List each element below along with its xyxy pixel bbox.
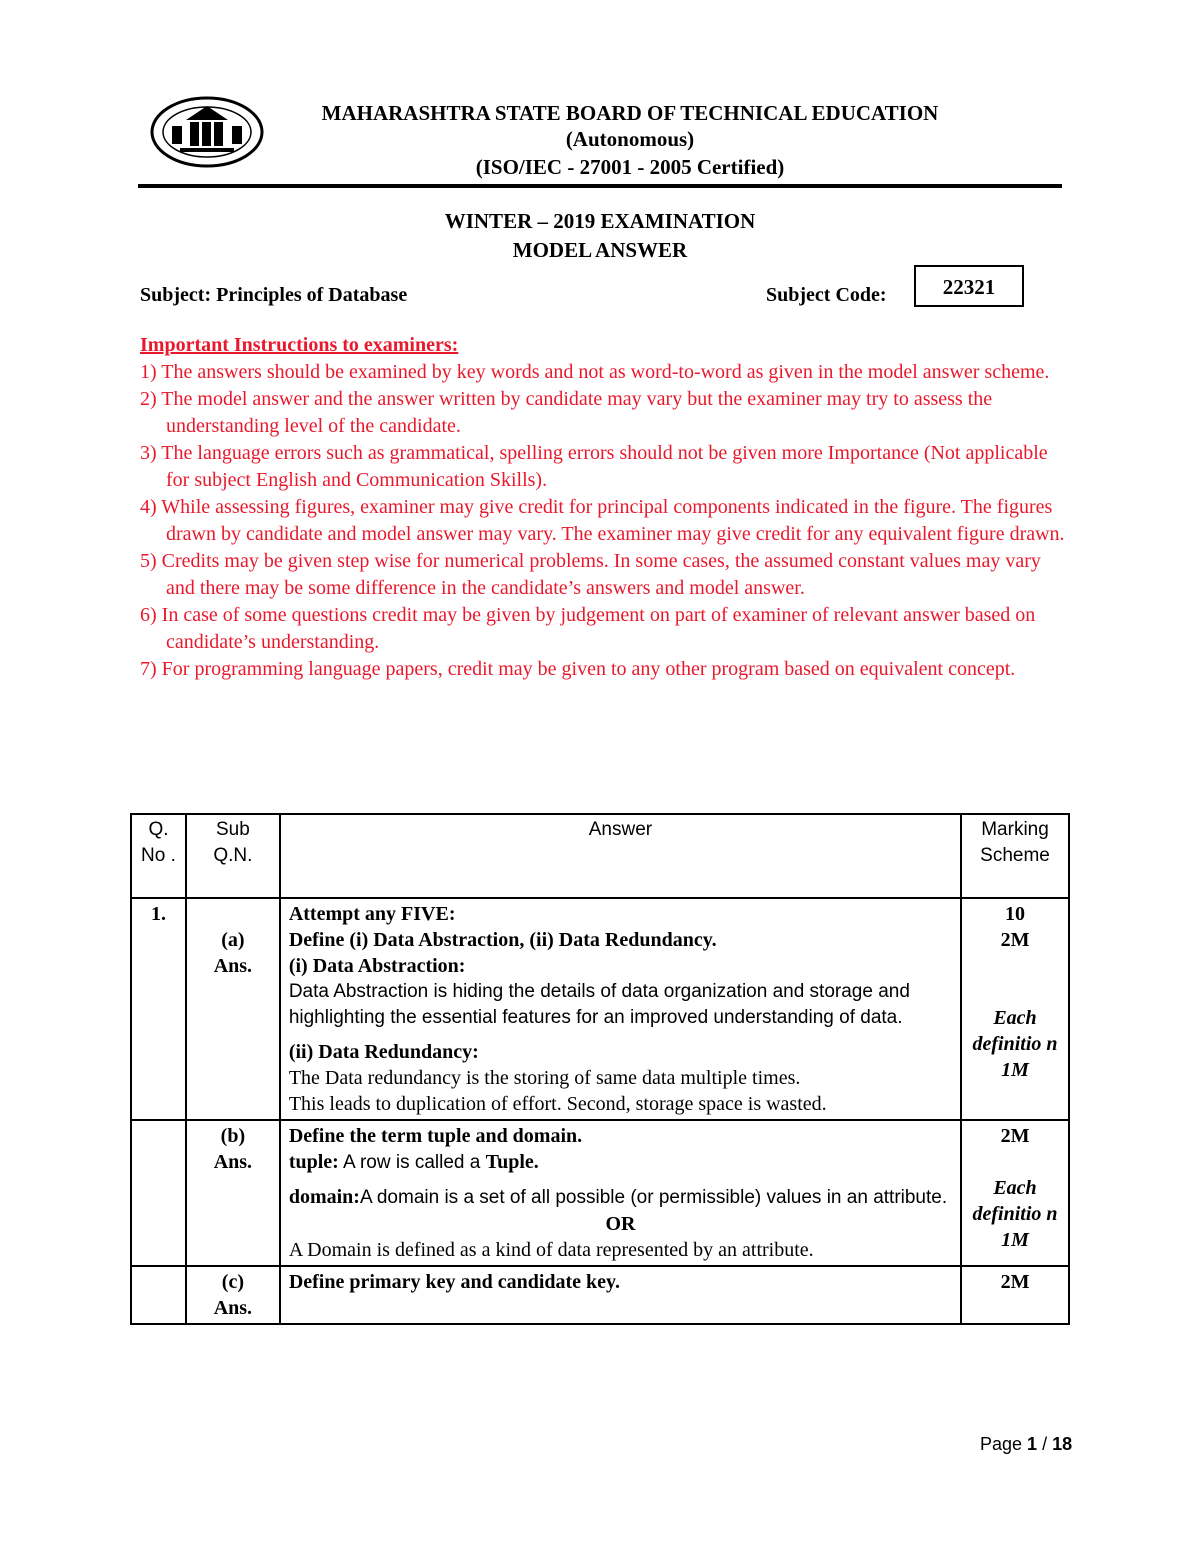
sub-question-label: (b)	[220, 1125, 246, 1147]
table-row	[131, 1266, 1069, 1324]
question-number: 1.	[131, 898, 186, 1120]
header-q-no: Q. No .	[131, 814, 186, 898]
header-marking-scheme: Marking Scheme	[961, 814, 1069, 898]
current-page: 1	[1027, 1434, 1038, 1454]
marks: 2M	[1000, 929, 1030, 951]
answer-part-title: (ii) Data Redundancy:	[288, 1041, 479, 1063]
domain-definition	[289, 1184, 952, 1211]
marks-cell	[961, 1266, 1069, 1324]
total-marks: 10	[1005, 903, 1026, 925]
term-label: domain:	[288, 1186, 360, 1208]
definition-text: A domain is a set of all possible (or permissible) values in an attribute.	[359, 1187, 948, 1208]
marking-scheme-note: Each definitio n 1M	[972, 1007, 1058, 1081]
marking-scheme-note: Each definitio n 1M	[972, 1177, 1058, 1251]
board-status: (Autonomous)	[565, 127, 695, 151]
header-answer: Answer	[280, 814, 961, 898]
answer-cell	[280, 1120, 961, 1266]
table-row	[131, 898, 1069, 1120]
tuple-definition	[289, 1149, 952, 1176]
question-number	[131, 1120, 186, 1266]
instruction-item: 3) The language errors such as grammatical, spelling errors should not be given more Importance (Not applicable for subject English and Communication Skills).	[140, 442, 1048, 491]
answer-label: Ans.	[213, 955, 253, 977]
subject-code-box: 22321	[914, 265, 1024, 307]
answer-text: A Domain is defined as a kind of data represented by an attribute.	[288, 1239, 814, 1261]
sub-question-cell	[186, 898, 280, 1120]
marks-cell	[961, 1120, 1069, 1266]
header-divider	[138, 184, 1062, 188]
or-separator: OR	[605, 1213, 636, 1235]
answer-label: Ans.	[213, 1151, 253, 1173]
header-sub-qn: Sub Q.N.	[186, 814, 280, 898]
instruction-item: 1) The answers should be examined by key words and not as word-to-word as given in the model answer scheme.	[140, 361, 1050, 383]
instruction-item: 6) In case of some questions credit may be given by judgement on part of examiner of relevant answer based on candidate’s understanding.	[140, 604, 1036, 653]
exam-type: MODEL ANSWER	[512, 238, 688, 262]
term-word: Tuple.	[485, 1151, 539, 1173]
marks: 2M	[1000, 1271, 1030, 1293]
page-label: Page	[980, 1434, 1028, 1454]
question-text: Define the term tuple and domain.	[288, 1125, 583, 1147]
sub-question-cell	[186, 1120, 280, 1266]
marks-cell	[961, 898, 1069, 1120]
question-number	[131, 1266, 186, 1324]
exam-session: WINTER – 2019 EXAMINATION	[444, 209, 756, 233]
subject-name: Subject: Principles of Database	[140, 284, 408, 306]
answer-table	[130, 813, 1070, 1325]
question-text: Define primary key and candidate key.	[288, 1271, 620, 1293]
question-text: Define (i) Data Abstraction, (ii) Data Redundancy.	[288, 929, 717, 951]
subject-code-label: Subject Code:	[766, 284, 887, 306]
table-row	[131, 1120, 1069, 1266]
answer-cell	[280, 1266, 961, 1324]
answer-text: The Data redundancy is the storing of same data multiple times.	[288, 1067, 801, 1089]
term-label: tuple:	[288, 1151, 339, 1173]
question-heading: Attempt any FIVE:	[288, 903, 456, 925]
instruction-item: 2) The model answer and the answer written by candidate may vary but the examiner may try to assess the understanding level of the candidate.	[140, 388, 993, 437]
answer-text: Data Abstraction is hiding the details of data organization and storage and highlighting the essential features for an improved understanding of data.	[288, 981, 910, 1028]
answer-part-title: (i) Data Abstraction:	[288, 955, 466, 977]
instruction-item: 4) While assessing figures, examiner may give credit for principal components indicated in the figure. The figures drawn by candidate and model answer may vary. The examiner may give credit for any equivalent figure drawn.	[140, 496, 1065, 545]
marks: 2M	[1000, 1125, 1030, 1147]
page-separator: /	[1037, 1434, 1053, 1454]
answer-label: Ans.	[213, 1297, 253, 1319]
instructions-heading: Important Instructions to examiners:	[140, 334, 459, 356]
sub-question-label: (c)	[221, 1271, 244, 1293]
answer-cell	[280, 898, 961, 1120]
sub-question-cell	[186, 1266, 280, 1324]
total-pages: 18	[1052, 1434, 1073, 1454]
definition-text: A row is called a	[338, 1152, 486, 1173]
page-number	[980, 1434, 1072, 1455]
answer-text: This leads to duplication of effort. Second, storage space is wasted.	[288, 1093, 827, 1115]
sub-question-label: (a)	[221, 929, 245, 951]
table-header-row	[131, 814, 1069, 898]
board-name: MAHARASHTRA STATE BOARD OF TECHNICAL EDUCATION	[321, 101, 939, 125]
examiner-instructions	[140, 332, 1070, 683]
board-certification: (ISO/IEC - 27001 - 2005 Certified)	[475, 155, 785, 179]
instruction-item: 7) For programming language papers, credit may be given to any other program based on equivalent concept.	[140, 658, 1016, 680]
instruction-item: 5) Credits may be given step wise for numerical problems. In some cases, the assumed constant values may vary and there may be some difference in the candidate’s answers and model answer.	[140, 550, 1041, 599]
